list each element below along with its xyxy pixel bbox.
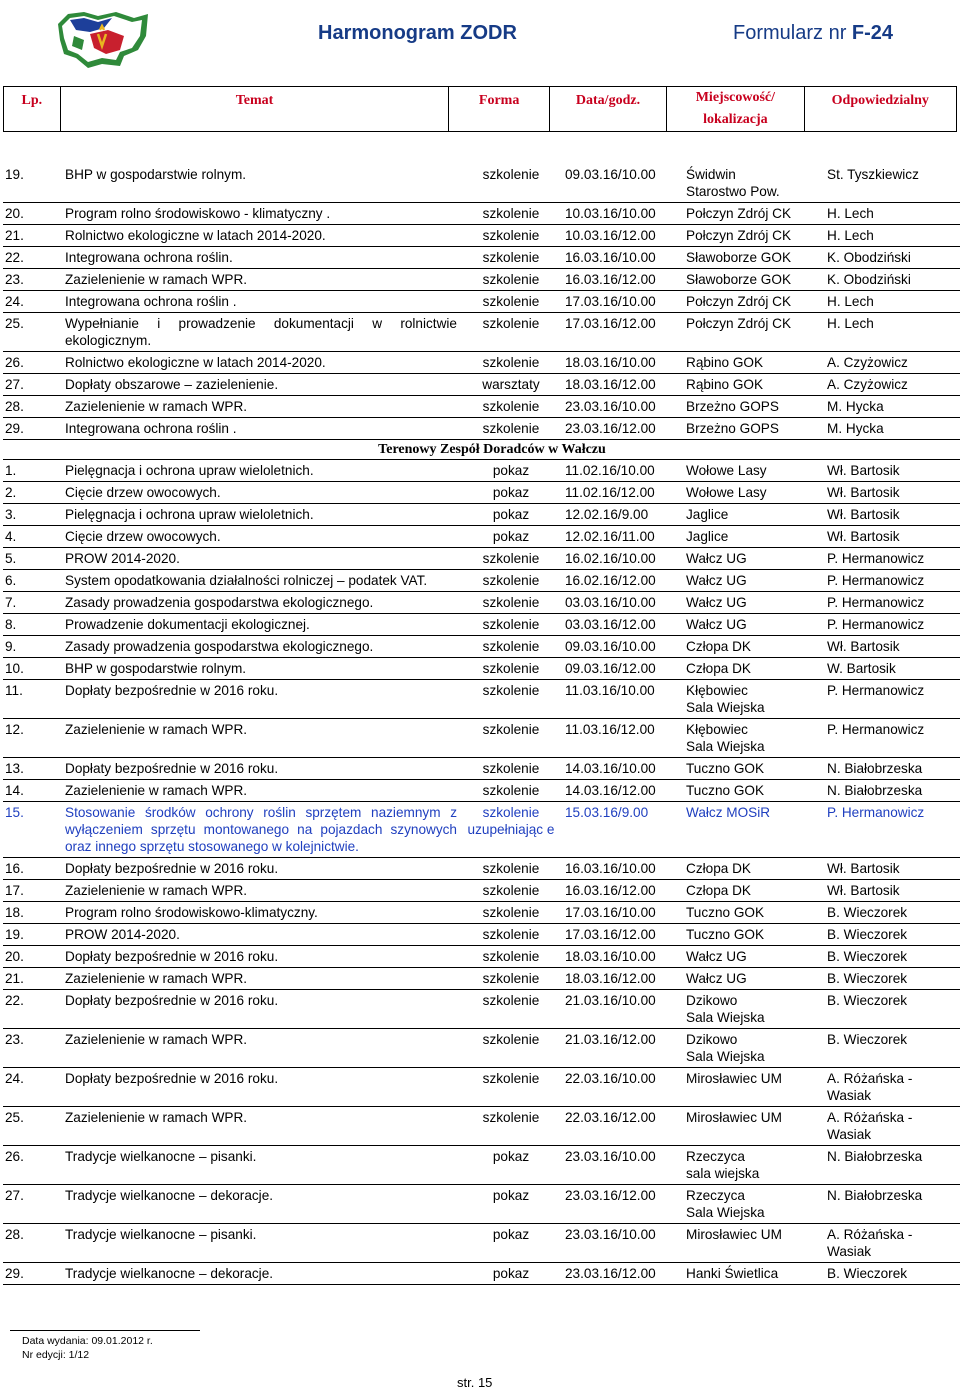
cell-data: 17.03.16/10.00 xyxy=(563,291,684,313)
table-row xyxy=(3,526,960,548)
cell-data: 22.03.16/10.00 xyxy=(563,1068,684,1107)
cell-temat: Dopłaty bezpośrednie w 2016 roku. xyxy=(63,858,459,880)
cell-odp: B. Wieczorek xyxy=(825,902,960,924)
cell-lp: 4. xyxy=(3,526,63,548)
cell-forma: szkolenie xyxy=(459,680,563,719)
cell-data: 09.03.16/10.00 xyxy=(563,636,684,658)
cell-temat: Zasady prowadzenia gospodarstwa ekologicznego. xyxy=(63,636,459,658)
cell-data: 14.03.16/12.00 xyxy=(563,780,684,802)
cell-miejsce: Brzeżno GOPS xyxy=(684,396,825,418)
cell-odp: P. Hermanowicz xyxy=(825,548,960,570)
cell-data: 11.02.16/10.00 xyxy=(563,460,684,482)
table-row xyxy=(3,225,960,247)
cell-miejsce: Połczyn Zdrój CK xyxy=(684,313,825,352)
cell-forma: szkolenie xyxy=(459,313,563,352)
cell-forma: szkolenie xyxy=(459,880,563,902)
document-title: Harmonogram ZODR xyxy=(318,22,517,44)
table-row xyxy=(3,374,960,396)
table-row xyxy=(3,680,960,719)
cell-lp: 11. xyxy=(3,680,63,719)
cell-forma: pokaz xyxy=(459,1185,563,1224)
cell-miejsce: Jaglice xyxy=(684,526,825,548)
cell-odp: P. Hermanowicz xyxy=(825,802,960,858)
cell-data: 14.03.16/10.00 xyxy=(563,758,684,780)
schedule-table xyxy=(3,161,957,1285)
section-header-row xyxy=(3,440,960,460)
cell-lp: 18. xyxy=(3,902,63,924)
cell-odp: Wł. Bartosik xyxy=(825,504,960,526)
cell-lp: 5. xyxy=(3,548,63,570)
cell-odp: Wł. Bartosik xyxy=(825,526,960,548)
cell-lp: 6. xyxy=(3,570,63,592)
cell-temat: PROW 2014-2020. xyxy=(63,924,459,946)
page-number: str. 15 xyxy=(457,1375,493,1390)
table-row xyxy=(3,658,960,680)
table-row xyxy=(3,902,960,924)
cell-temat: Tradycje wielkanocne – dekoracje. xyxy=(63,1263,459,1285)
cell-forma: pokaz xyxy=(459,1146,563,1185)
table-row xyxy=(3,802,960,858)
cell-forma: szkolenie xyxy=(459,636,563,658)
cell-odp: M. Hycka xyxy=(825,396,960,418)
cell-odp: W. Bartosik xyxy=(825,658,960,680)
cell-temat: Pielęgnacja i ochrona upraw wieloletnich. xyxy=(63,460,459,482)
cell-forma: szkolenie xyxy=(459,418,563,440)
cell-lp: 17. xyxy=(3,880,63,902)
cell-miejsce: Wałcz MOSiR xyxy=(684,802,825,858)
table-row xyxy=(3,636,960,658)
cell-odp: B. Wieczorek xyxy=(825,924,960,946)
cell-temat: Dopłaty bezpośrednie w 2016 roku. xyxy=(63,680,459,719)
table-row xyxy=(3,880,960,902)
cell-miejsce: Człopa DK xyxy=(684,636,825,658)
cell-forma: szkolenie xyxy=(459,269,563,291)
cell-data: 18.03.16/12.00 xyxy=(563,374,684,396)
cell-odp: B. Wieczorek xyxy=(825,990,960,1029)
table-row xyxy=(3,161,960,203)
col-odpowiedzialny: Odpowiedzialny xyxy=(804,87,956,132)
cell-lp: 27. xyxy=(3,1185,63,1224)
cell-forma: szkolenie xyxy=(459,946,563,968)
cell-odp: P. Hermanowicz xyxy=(825,719,960,758)
cell-lp: 29. xyxy=(3,1263,63,1285)
cell-data: 09.03.16/12.00 xyxy=(563,658,684,680)
table-row xyxy=(3,418,960,440)
cell-lp: 26. xyxy=(3,1146,63,1185)
cell-odp: B. Wieczorek xyxy=(825,1029,960,1068)
cell-temat: BHP w gospodarstwie rolnym. xyxy=(63,161,459,203)
cell-miejsce: Człopa DK xyxy=(684,880,825,902)
section-title: Terenowy Zespół Doradców w Wałczu xyxy=(3,440,960,460)
cell-miejsce: Tuczno GOK xyxy=(684,924,825,946)
cell-data: 21.03.16/12.00 xyxy=(563,1029,684,1068)
cell-miejsce: Mirosławiec UM xyxy=(684,1224,825,1263)
table-row xyxy=(3,990,960,1029)
cell-miejsce: Rąbino GOK xyxy=(684,352,825,374)
cell-forma: szkolenie xyxy=(459,225,563,247)
table-row xyxy=(3,1146,960,1185)
cell-odp: P. Hermanowicz xyxy=(825,680,960,719)
table-row xyxy=(3,548,960,570)
cell-forma: szkolenie xyxy=(459,758,563,780)
table-row xyxy=(3,1263,960,1285)
cell-odp: P. Hermanowicz xyxy=(825,614,960,636)
cell-temat: Cięcie drzew owocowych. xyxy=(63,526,459,548)
cell-data: 16.03.16/10.00 xyxy=(563,858,684,880)
cell-forma: szkolenie xyxy=(459,858,563,880)
cell-temat: Program rolno środowiskowo-klimatyczny. xyxy=(63,902,459,924)
cell-temat: Stosowanie środków ochrony roślin sprzętem naziemnym z wyłączeniem sprzętu montowanego na pojazdach szynowych oraz innego sprzętu stosowanego w kolejnictwie. xyxy=(63,802,459,858)
col-lp: Lp. xyxy=(4,87,61,132)
cell-odp: Wł. Bartosik xyxy=(825,482,960,504)
cell-forma: szkolenie xyxy=(459,719,563,758)
cell-data: 03.03.16/12.00 xyxy=(563,614,684,636)
cell-lp: 22. xyxy=(3,247,63,269)
table-row xyxy=(3,396,960,418)
cell-odp: H. Lech xyxy=(825,225,960,247)
col-temat: Temat xyxy=(60,87,449,132)
cell-temat: Zasady prowadzenia gospodarstwa ekologicznego. xyxy=(63,592,459,614)
cell-lp: 25. xyxy=(3,313,63,352)
cell-odp: P. Hermanowicz xyxy=(825,570,960,592)
cell-lp: 2. xyxy=(3,482,63,504)
cell-lp: 12. xyxy=(3,719,63,758)
cell-lp: 19. xyxy=(3,924,63,946)
cell-lp: 14. xyxy=(3,780,63,802)
cell-forma: szkolenie xyxy=(459,902,563,924)
table-row xyxy=(3,780,960,802)
cell-lp: 1. xyxy=(3,460,63,482)
cell-forma: pokaz xyxy=(459,1224,563,1263)
cell-odp: N. Białobrzeska xyxy=(825,1146,960,1185)
cell-forma: szkolenie xyxy=(459,161,563,203)
cell-temat: Integrowana ochrona roślin . xyxy=(63,291,459,313)
cell-odp: M. Hycka xyxy=(825,418,960,440)
cell-miejsce: Połczyn Zdrój CK xyxy=(684,291,825,313)
cell-temat: Dopłaty bezpośrednie w 2016 roku. xyxy=(63,1068,459,1107)
cell-data: 09.03.16/10.00 xyxy=(563,161,684,203)
cell-forma: szkolenie xyxy=(459,592,563,614)
table-row xyxy=(3,1107,960,1146)
cell-data: 16.03.16/10.00 xyxy=(563,247,684,269)
table-row xyxy=(3,719,960,758)
cell-odp: A. Różańska - Wasiak xyxy=(825,1107,960,1146)
cell-odp: P. Hermanowicz xyxy=(825,592,960,614)
cell-miejsce: Mirosławiec UM xyxy=(684,1107,825,1146)
cell-lp: 21. xyxy=(3,225,63,247)
table-row xyxy=(3,482,960,504)
table-row xyxy=(3,247,960,269)
cell-forma: pokaz xyxy=(459,460,563,482)
cell-temat: Rolnictwo ekologiczne w latach 2014-2020. xyxy=(63,352,459,374)
cell-data: 16.03.16/12.00 xyxy=(563,880,684,902)
cell-miejsce: Sławoborze GOK xyxy=(684,247,825,269)
cell-forma: szkolenie xyxy=(459,990,563,1029)
table-row xyxy=(3,614,960,636)
cell-data: 11.03.16/10.00 xyxy=(563,680,684,719)
table-row xyxy=(3,504,960,526)
cell-lp: 25. xyxy=(3,1107,63,1146)
cell-lp: 21. xyxy=(3,968,63,990)
cell-odp: St. Tyszkiewicz xyxy=(825,161,960,203)
cell-data: 23.03.16/10.00 xyxy=(563,1224,684,1263)
cell-temat: PROW 2014-2020. xyxy=(63,548,459,570)
table-row xyxy=(3,1224,960,1263)
cell-data: 23.03.16/12.00 xyxy=(563,418,684,440)
cell-odp: K. Obodziński xyxy=(825,269,960,291)
cell-forma: szkolenie xyxy=(459,247,563,269)
table-row xyxy=(3,1029,960,1068)
cell-miejsce: Tuczno GOK xyxy=(684,758,825,780)
cell-temat: Tradycje wielkanocne – dekoracje. xyxy=(63,1185,459,1224)
cell-miejsce: Kłębowiec Sala Wiejska xyxy=(684,719,825,758)
cell-miejsce: Hanki Świetlica xyxy=(684,1263,825,1285)
table-row xyxy=(3,291,960,313)
cell-lp: 15. xyxy=(3,802,63,858)
cell-data: 03.03.16/10.00 xyxy=(563,592,684,614)
cell-forma: pokaz xyxy=(459,1263,563,1285)
cell-temat: Zazielenienie w ramach WPR. xyxy=(63,880,459,902)
footer-divider xyxy=(10,1330,200,1331)
cell-forma: szkolenie xyxy=(459,396,563,418)
cell-data: 16.02.16/12.00 xyxy=(563,570,684,592)
table-row xyxy=(3,203,960,225)
table-row xyxy=(3,570,960,592)
cell-lp: 20. xyxy=(3,203,63,225)
cell-temat: Zazielenienie w ramach WPR. xyxy=(63,719,459,758)
cell-temat: Integrowana ochrona roślin . xyxy=(63,418,459,440)
cell-lp: 8. xyxy=(3,614,63,636)
cell-forma: szkolenie uzupełniając e xyxy=(459,802,563,858)
cell-miejsce: Wałcz UG xyxy=(684,614,825,636)
cell-odp: H. Lech xyxy=(825,203,960,225)
cell-forma: szkolenie xyxy=(459,291,563,313)
table-row xyxy=(3,592,960,614)
cell-temat: Zazielenienie w ramach WPR. xyxy=(63,968,459,990)
cell-lp: 29. xyxy=(3,418,63,440)
cell-data: 23.03.16/12.00 xyxy=(563,1263,684,1285)
cell-data: 16.03.16/12.00 xyxy=(563,269,684,291)
col-data: Data/godz. xyxy=(549,87,666,132)
cell-lp: 28. xyxy=(3,396,63,418)
cell-miejsce: Wałcz UG xyxy=(684,968,825,990)
cell-lp: 23. xyxy=(3,1029,63,1068)
cell-lp: 28. xyxy=(3,1224,63,1263)
cell-forma: pokaz xyxy=(459,482,563,504)
cell-temat: Dopłaty bezpośrednie w 2016 roku. xyxy=(63,758,459,780)
cell-forma: pokaz xyxy=(459,504,563,526)
cell-temat: Cięcie drzew owocowych. xyxy=(63,482,459,504)
cell-miejsce: Dzikowo Sala Wiejska xyxy=(684,1029,825,1068)
table-row xyxy=(3,269,960,291)
cell-lp: 22. xyxy=(3,990,63,1029)
cell-odp: Wł. Bartosik xyxy=(825,880,960,902)
cell-temat: Rolnictwo ekologiczne w latach 2014-2020. xyxy=(63,225,459,247)
cell-temat: Wypełnianie i prowadzenie dokumentacji w rolnictwie ekologicznym. xyxy=(63,313,459,352)
cell-temat: Zazielenienie w ramach WPR. xyxy=(63,396,459,418)
cell-data: 23.03.16/10.00 xyxy=(563,1146,684,1185)
cell-miejsce: Wałcz UG xyxy=(684,548,825,570)
cell-temat: BHP w gospodarstwie rolnym. xyxy=(63,658,459,680)
cell-forma: szkolenie xyxy=(459,780,563,802)
cell-lp: 3. xyxy=(3,504,63,526)
cell-forma: szkolenie xyxy=(459,203,563,225)
cell-forma: szkolenie xyxy=(459,614,563,636)
cell-lp: 9. xyxy=(3,636,63,658)
cell-data: 17.03.16/12.00 xyxy=(563,313,684,352)
cell-lp: 7. xyxy=(3,592,63,614)
schedule-rows xyxy=(3,161,960,1285)
cell-forma: warsztaty xyxy=(459,374,563,396)
cell-lp: 23. xyxy=(3,269,63,291)
cell-data: 18.03.16/10.00 xyxy=(563,352,684,374)
cell-miejsce: Kłębowiec Sala Wiejska xyxy=(684,680,825,719)
table-row xyxy=(3,758,960,780)
table-row xyxy=(3,968,960,990)
cell-miejsce: Połczyn Zdrój CK xyxy=(684,203,825,225)
cell-forma: szkolenie xyxy=(459,968,563,990)
cell-miejsce: Rzeczyca sala wiejska xyxy=(684,1146,825,1185)
cell-temat: System opodatkowania działalności rolniczej – podatek VAT. xyxy=(63,570,459,592)
page-header xyxy=(0,0,960,75)
cell-forma: szkolenie xyxy=(459,548,563,570)
cell-temat: Pielęgnacja i ochrona upraw wieloletnich. xyxy=(63,504,459,526)
cell-forma: szkolenie xyxy=(459,1068,563,1107)
table-row xyxy=(3,313,960,352)
issue-date: Data wydania: 09.01.2012 r. xyxy=(22,1335,153,1347)
form-number: Formularz nr F-24 xyxy=(733,22,894,44)
cell-temat: Dopłaty bezpośrednie w 2016 roku. xyxy=(63,990,459,1029)
cell-data: 16.02.16/10.00 xyxy=(563,548,684,570)
table-row xyxy=(3,1068,960,1107)
cell-miejsce: Sławoborze GOK xyxy=(684,269,825,291)
cell-data: 17.03.16/12.00 xyxy=(563,924,684,946)
cell-temat: Integrowana ochrona roślin. xyxy=(63,247,459,269)
cell-temat: Tradycje wielkanocne – pisanki. xyxy=(63,1224,459,1263)
cell-odp: Wł. Bartosik xyxy=(825,858,960,880)
cell-miejsce: Mirosławiec UM xyxy=(684,1068,825,1107)
table-row xyxy=(3,460,960,482)
cell-lp: 19. xyxy=(3,161,63,203)
cell-temat: Zazielenienie w ramach WPR. xyxy=(63,1029,459,1068)
cell-odp: K. Obodziński xyxy=(825,247,960,269)
edition-number: Nr edycji: 1/12 xyxy=(22,1349,90,1361)
cell-odp: N. Białobrzeska xyxy=(825,758,960,780)
cell-forma: szkolenie xyxy=(459,570,563,592)
table-row xyxy=(3,946,960,968)
cell-temat: Program rolno środowiskowo - klimatyczny . xyxy=(63,203,459,225)
col-miejsce: Miejscowość/ lokalizacja xyxy=(667,87,804,132)
cell-odp: A. Różańska - Wasiak xyxy=(825,1224,960,1263)
cell-miejsce: Wałcz UG xyxy=(684,592,825,614)
cell-miejsce: Wołowe Lasy xyxy=(684,460,825,482)
cell-data: 12.02.16/11.00 xyxy=(563,526,684,548)
column-header-row xyxy=(3,86,957,132)
cell-lp: 10. xyxy=(3,658,63,680)
cell-forma: szkolenie xyxy=(459,352,563,374)
cell-data: 23.03.16/12.00 xyxy=(563,1185,684,1224)
cell-forma: pokaz xyxy=(459,526,563,548)
cell-temat: Zazielenienie w ramach WPR. xyxy=(63,269,459,291)
cell-miejsce: Tuczno GOK xyxy=(684,902,825,924)
cell-data: 11.02.16/12.00 xyxy=(563,482,684,504)
cell-miejsce: Rąbino GOK xyxy=(684,374,825,396)
cell-lp: 24. xyxy=(3,1068,63,1107)
cell-miejsce: Wołowe Lasy xyxy=(684,482,825,504)
cell-miejsce: Jaglice xyxy=(684,504,825,526)
cell-data: 17.03.16/10.00 xyxy=(563,902,684,924)
cell-odp: N. Białobrzeska xyxy=(825,780,960,802)
table-row xyxy=(3,858,960,880)
cell-lp: 27. xyxy=(3,374,63,396)
cell-odp: Wł. Bartosik xyxy=(825,636,960,658)
regional-map-logo-icon xyxy=(54,6,152,70)
cell-data: 18.03.16/12.00 xyxy=(563,968,684,990)
cell-odp: H. Lech xyxy=(825,313,960,352)
cell-odp: B. Wieczorek xyxy=(825,968,960,990)
cell-lp: 13. xyxy=(3,758,63,780)
cell-odp: Wł. Bartosik xyxy=(825,460,960,482)
cell-miejsce: Człopa DK xyxy=(684,658,825,680)
cell-odp: A. Różańska - Wasiak xyxy=(825,1068,960,1107)
cell-odp: H. Lech xyxy=(825,291,960,313)
cell-data: 18.03.16/10.00 xyxy=(563,946,684,968)
cell-odp: A. Czyżowicz xyxy=(825,352,960,374)
cell-forma: szkolenie xyxy=(459,1107,563,1146)
cell-odp: B. Wieczorek xyxy=(825,946,960,968)
cell-temat: Tradycje wielkanocne – pisanki. xyxy=(63,1146,459,1185)
cell-data: 11.03.16/12.00 xyxy=(563,719,684,758)
cell-temat: Zazielenienie w ramach WPR. xyxy=(63,1107,459,1146)
cell-data: 12.02.16/9.00 xyxy=(563,504,684,526)
cell-miejsce: Rzeczyca Sala Wiejska xyxy=(684,1185,825,1224)
cell-data: 22.03.16/12.00 xyxy=(563,1107,684,1146)
cell-lp: 16. xyxy=(3,858,63,880)
cell-data: 23.03.16/10.00 xyxy=(563,396,684,418)
cell-lp: 26. xyxy=(3,352,63,374)
cell-temat: Prowadzenie dokumentacji ekologicznej. xyxy=(63,614,459,636)
cell-odp: N. Białobrzeska xyxy=(825,1185,960,1224)
cell-data: 15.03.16/9.00 xyxy=(563,802,684,858)
cell-odp: B. Wieczorek xyxy=(825,1263,960,1285)
cell-miejsce: Brzeżno GOPS xyxy=(684,418,825,440)
col-forma: Forma xyxy=(449,87,549,132)
cell-miejsce: Wałcz UG xyxy=(684,570,825,592)
cell-forma: szkolenie xyxy=(459,924,563,946)
cell-miejsce: Dzikowo Sala Wiejska xyxy=(684,990,825,1029)
cell-forma: szkolenie xyxy=(459,1029,563,1068)
cell-miejsce: Połczyn Zdrój CK xyxy=(684,225,825,247)
cell-data: 10.03.16/10.00 xyxy=(563,203,684,225)
cell-miejsce: Świdwin Starostwo Pow. xyxy=(684,161,825,203)
cell-data: 21.03.16/10.00 xyxy=(563,990,684,1029)
cell-temat: Dopłaty obszarowe – zazielenienie. xyxy=(63,374,459,396)
cell-temat: Zazielenienie w ramach WPR. xyxy=(63,780,459,802)
cell-lp: 24. xyxy=(3,291,63,313)
table-row xyxy=(3,352,960,374)
cell-forma: szkolenie xyxy=(459,658,563,680)
cell-miejsce: Wałcz UG xyxy=(684,946,825,968)
cell-data: 10.03.16/12.00 xyxy=(563,225,684,247)
table-row xyxy=(3,924,960,946)
cell-miejsce: Tuczno GOK xyxy=(684,780,825,802)
cell-miejsce: Człopa DK xyxy=(684,858,825,880)
cell-lp: 20. xyxy=(3,946,63,968)
table-row xyxy=(3,1185,960,1224)
cell-odp: A. Czyżowicz xyxy=(825,374,960,396)
cell-temat: Dopłaty bezpośrednie w 2016 roku. xyxy=(63,946,459,968)
